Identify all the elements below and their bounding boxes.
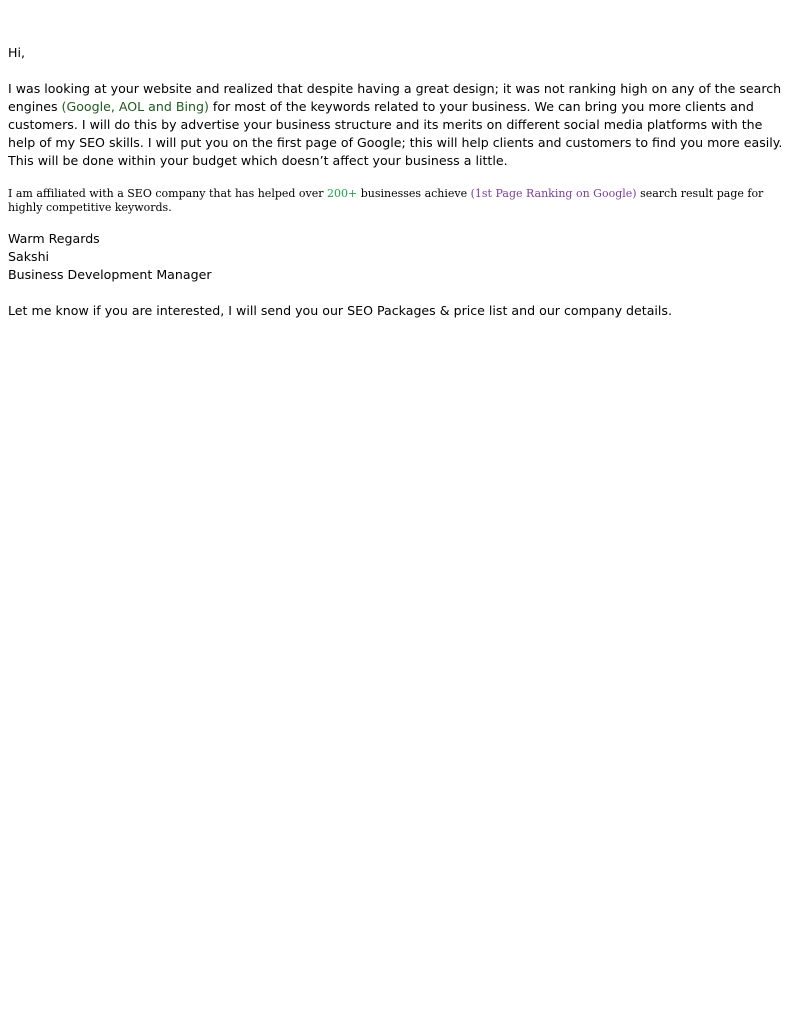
affiliation-text-after: search result page for highly competitive keywords. [8,187,764,214]
intro-text-after: for most of the keywords related to your business. We can bring you more clients and customers. I will do this by advertise your business structure and its merits on different social media platforms with the help of my SEO skills. I will put you on the first page of Google; this will help clients and customers to find you more easily. This will be done within your budget which doesn’t affect your business a little. [8,99,783,168]
closing-paragraph: Let me know if you are interested, I will send you our SEO Packages & price list and our company details. [8,303,672,318]
greeting: Hi, [8,45,25,60]
affiliation-text-before: I am affiliated with a SEO company that has helped over [8,187,328,200]
affiliation-paragraph [8,187,778,215]
ranking-highlight: (1st Page Ranking on Google) [470,187,637,200]
intro-paragraph [8,80,784,170]
signoff-regards: Warm Regards [8,231,100,246]
signature-block [8,230,212,284]
affiliation-text-middle: businesses achieve [357,187,471,200]
intro-text-before: I was looking at your website and realized that despite having a great design; it was not ranking high on any of the search engines [8,81,782,114]
search-engines-highlight: (Google, AOL and Bing) [61,99,209,114]
sender-name: Sakshi [8,249,50,264]
sender-title: Business Development Manager [8,267,212,282]
business-count-highlight: 200+ [327,187,358,200]
